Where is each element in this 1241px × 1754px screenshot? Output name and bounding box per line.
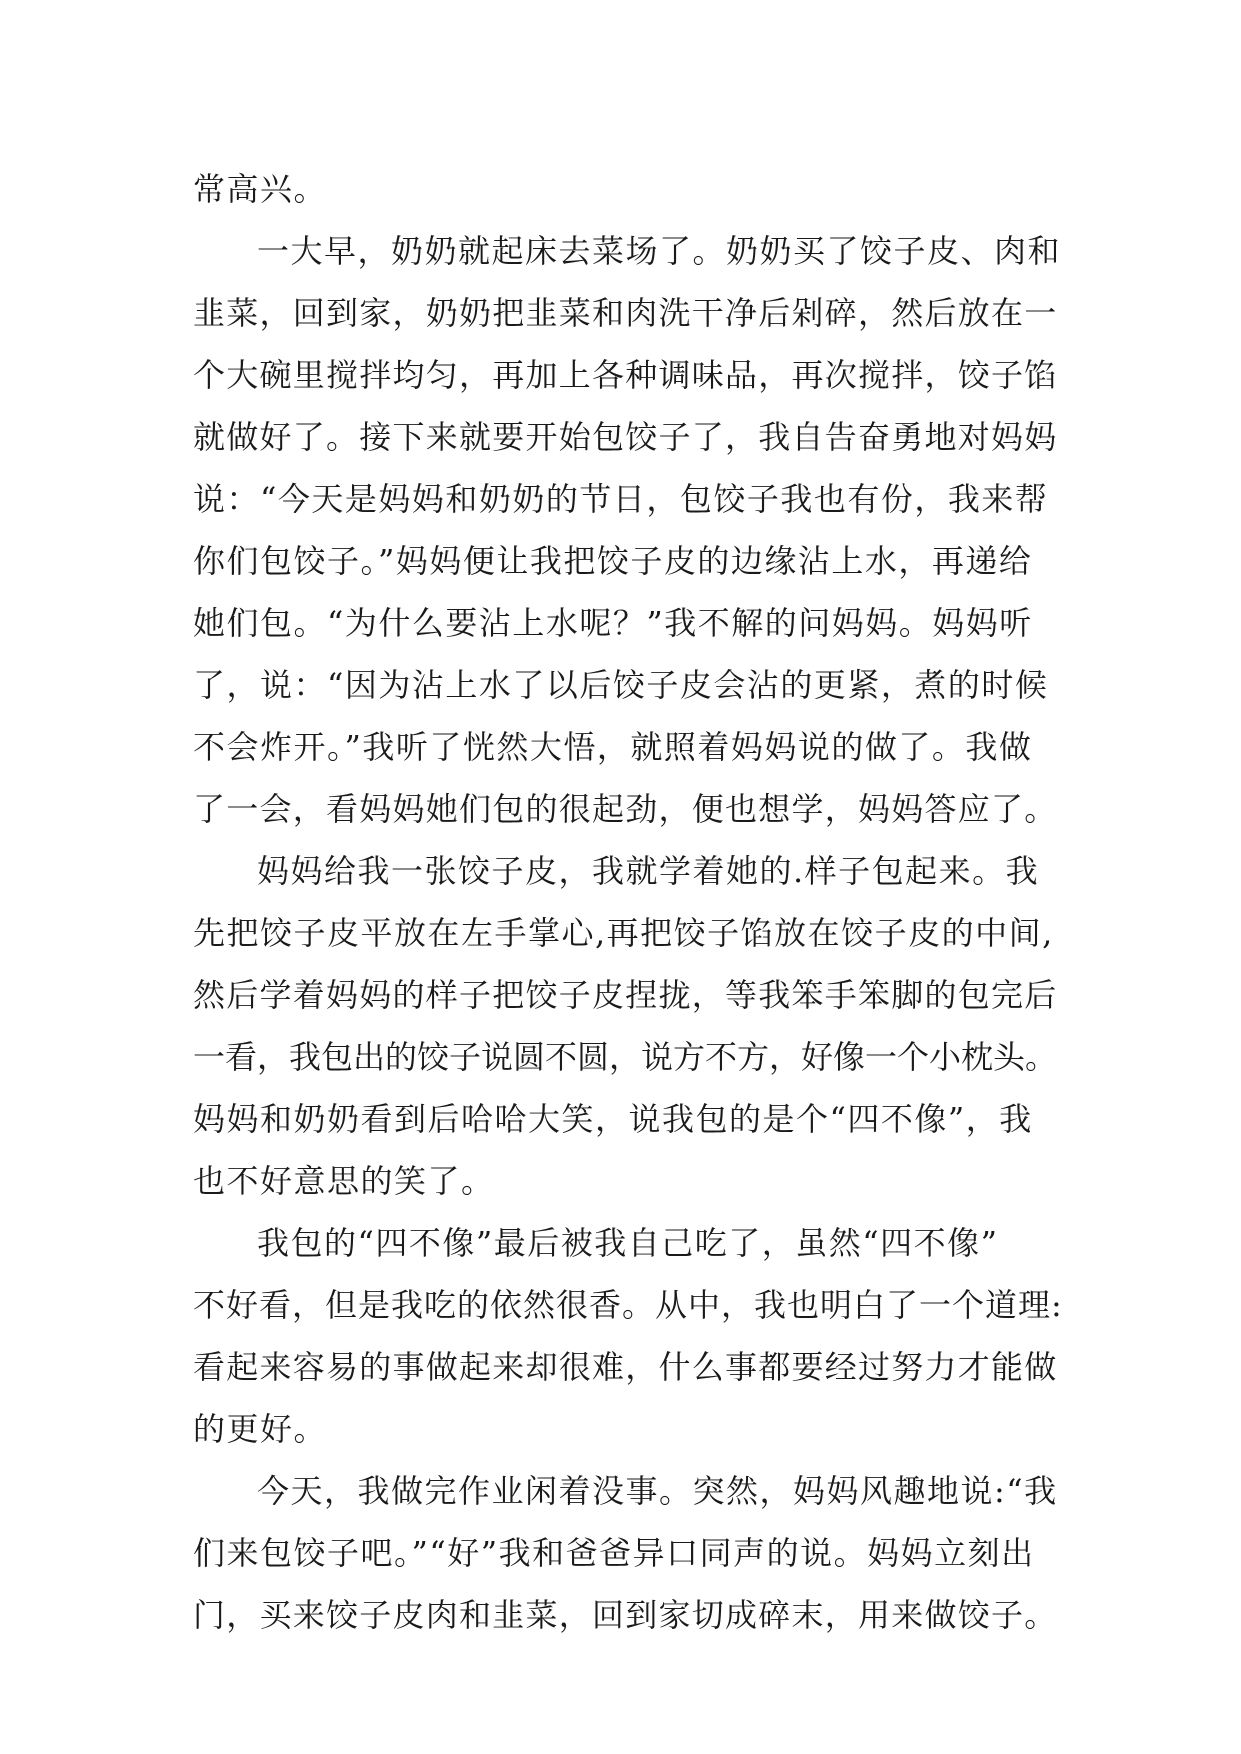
text-line-11: 了一会，看妈妈她们包的很起劲，便也想学，妈妈答应了。: [193, 790, 1058, 828]
text-line-15: 一看，我包出的饺子说圆不圆，说方不方，好像一个小枕头。: [193, 1038, 1058, 1076]
text-line-24: 门，买来饺子皮肉和韭菜，回到家切成碎末，用来做饺子。: [193, 1596, 1058, 1634]
text-line-1: 常高兴。: [193, 170, 328, 208]
text-line-20: 看起来容易的事做起来却很难，什么事都要经过努力才能做: [193, 1348, 1058, 1386]
text-line-21: 的更好。: [193, 1410, 328, 1448]
text-line-5: 就做好了。接下来就要开始包饺子了，我自告奋勇地对妈妈: [193, 418, 1058, 456]
text-line-6: 说：“今天是妈妈和奶奶的节日，包饺子我也有份，我来帮: [193, 480, 1049, 518]
text-line-2: 一大早，奶奶就起床去菜场了。奶奶买了饺子皮、肉和: [257, 232, 1062, 270]
document-body: [193, 158, 1063, 1646]
text-line-4: 个大碗里搅拌均匀，再加上各种调味品，再次搅拌，饺子馅: [193, 356, 1058, 394]
text-line-18: 我包的“四不像”最后被我自己吃了，虽然“四不像”: [257, 1224, 999, 1262]
text-line-10: 不会炸开。”我听了恍然大悟，就照着妈妈说的做了。我做: [193, 728, 1033, 766]
text-line-14: 然后学着妈妈的样子把饺子皮捏拢，等我笨手笨脚的包完后: [193, 976, 1058, 1014]
text-line-17: 也不好意思的笑了。: [193, 1162, 495, 1200]
text-line-23: 们来包饺子吧。”“好”我和爸爸异口同声的说。妈妈立刻出: [193, 1534, 1035, 1572]
text-line-3: 韭菜，回到家，奶奶把韭菜和肉洗干净后剁碎，然后放在一: [193, 294, 1058, 332]
text-line-22: 今天，我做完作业闲着没事。突然，妈妈风趣地说:“我: [257, 1472, 1058, 1510]
text-line-7: 你们包饺子。”妈妈便让我把饺子皮的边缘沾上水，再递给: [193, 542, 1033, 580]
text-line-19: 不好看，但是我吃的依然很香。从中，我也明白了一个道理:: [193, 1286, 1063, 1324]
text-line-8: 她们包。“为什么要沾上水呢？”我不解的问妈妈。妈妈听: [193, 604, 1033, 642]
text-line-13: 先把饺子皮平放在左手掌心,再把饺子馅放在饺子皮的中间,: [193, 914, 1054, 952]
text-line-9: 了，说：“因为沾上水了以后饺子皮会沾的更紧，煮的时候: [193, 666, 1049, 704]
text-line-16: 妈妈和奶奶看到后哈哈大笑，说我包的是个“四不像”，我: [193, 1100, 1033, 1138]
text-line-12: 妈妈给我一张饺子皮，我就学着她的.样子包起来。我: [257, 852, 1040, 890]
